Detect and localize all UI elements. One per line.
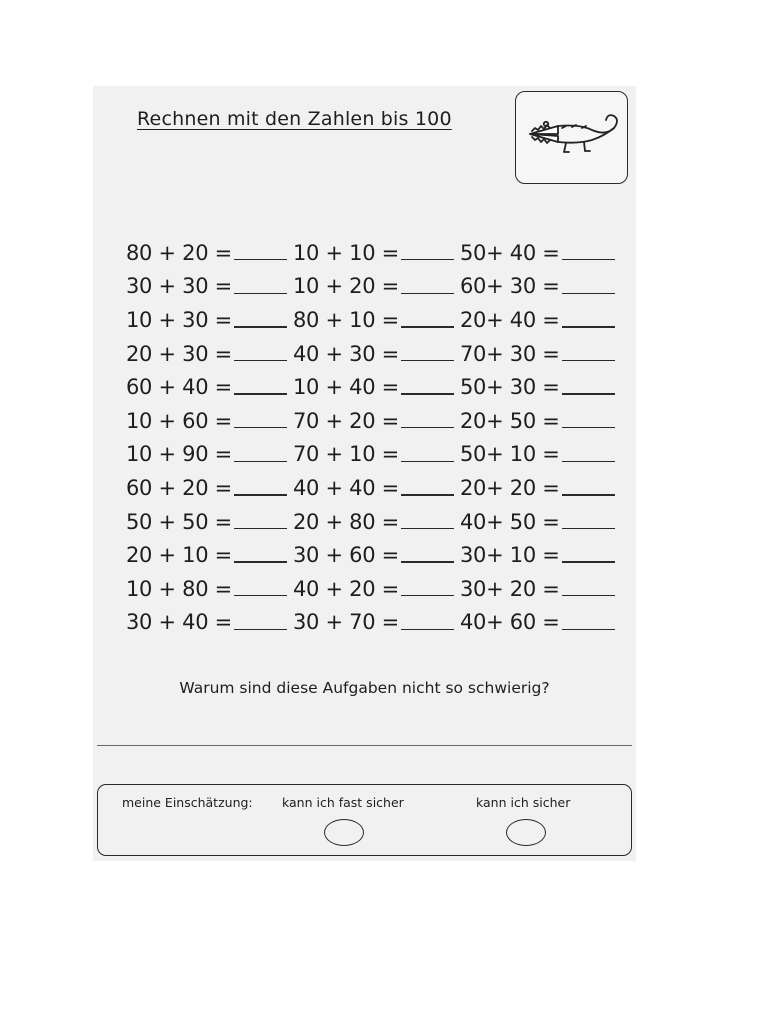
task-expression: 80 + 10 = xyxy=(293,307,399,332)
math-task xyxy=(293,572,460,606)
illustration-frame xyxy=(515,91,628,184)
math-task xyxy=(460,404,627,438)
task-expression: 20+ 40 = xyxy=(460,307,560,332)
answer-blank[interactable] xyxy=(562,326,615,327)
math-task xyxy=(126,370,293,404)
answer-blank[interactable] xyxy=(562,494,615,495)
task-expression: 10 + 90 = xyxy=(126,442,232,467)
answer-blank[interactable] xyxy=(401,561,454,562)
self-assessment-label: meine Einschätzung: xyxy=(122,795,253,810)
answer-blank[interactable] xyxy=(234,561,287,562)
math-task xyxy=(126,303,293,337)
answer-blank[interactable] xyxy=(401,259,454,260)
task-expression: 60+ 30 = xyxy=(460,274,560,299)
task-expression: 10 + 10 = xyxy=(293,240,399,265)
task-expression: 10 + 20 = xyxy=(293,274,399,299)
math-task xyxy=(126,236,293,270)
task-expression: 70+ 30 = xyxy=(460,341,560,366)
answer-blank[interactable] xyxy=(562,259,615,260)
answer-blank[interactable] xyxy=(401,494,454,495)
task-expression: 20 + 80 = xyxy=(293,509,399,534)
answer-blank[interactable] xyxy=(401,360,454,361)
task-expression: 30 + 60 = xyxy=(293,543,399,568)
math-task xyxy=(293,303,460,337)
answer-blank[interactable] xyxy=(234,293,287,294)
task-expression: 80 + 20 = xyxy=(126,240,232,265)
math-task xyxy=(293,438,460,472)
task-expression: 40+ 60 = xyxy=(460,610,560,635)
math-task xyxy=(460,337,627,371)
answer-blank[interactable] xyxy=(234,259,287,260)
math-task xyxy=(126,270,293,304)
math-task xyxy=(126,404,293,438)
task-expression: 40 + 20 = xyxy=(293,576,399,601)
answer-blank[interactable] xyxy=(562,293,615,294)
answer-blank[interactable] xyxy=(234,629,287,630)
task-expression: 70 + 10 = xyxy=(293,442,399,467)
answer-blank[interactable] xyxy=(234,326,287,327)
math-task xyxy=(126,337,293,371)
task-expression: 50+ 40 = xyxy=(460,240,560,265)
math-task xyxy=(293,606,460,640)
answer-blank[interactable] xyxy=(234,360,287,361)
task-expression: 10 + 40 = xyxy=(293,375,399,400)
math-task xyxy=(460,606,627,640)
math-task xyxy=(293,505,460,539)
task-expression: 50 + 50 = xyxy=(126,509,232,534)
math-task xyxy=(460,438,627,472)
rating-option-sure-label: kann ich sicher xyxy=(476,795,571,810)
task-expression: 30+ 10 = xyxy=(460,543,560,568)
answer-blank[interactable] xyxy=(234,595,287,596)
answer-blank[interactable] xyxy=(401,393,454,394)
math-task xyxy=(126,471,293,505)
self-assessment-box xyxy=(97,784,632,856)
task-expression: 10 + 30 = xyxy=(126,307,232,332)
task-expression: 20+ 50 = xyxy=(460,408,560,433)
math-task xyxy=(126,505,293,539)
answer-blank[interactable] xyxy=(562,595,615,596)
answer-blank[interactable] xyxy=(401,326,454,327)
answer-blank[interactable] xyxy=(401,427,454,428)
math-task xyxy=(293,404,460,438)
task-expression: 30 + 40 = xyxy=(126,610,232,635)
task-expression: 20 + 30 = xyxy=(126,341,232,366)
task-expression: 30 + 30 = xyxy=(126,274,232,299)
math-task xyxy=(460,270,627,304)
worksheet-page xyxy=(93,86,636,861)
answer-blank[interactable] xyxy=(562,461,615,462)
task-expression: 10 + 60 = xyxy=(126,408,232,433)
math-task xyxy=(126,538,293,572)
answer-line[interactable] xyxy=(97,745,632,746)
task-expression: 30 + 70 = xyxy=(293,610,399,635)
task-expression: 30+ 20 = xyxy=(460,576,560,601)
answer-blank[interactable] xyxy=(401,293,454,294)
crocodile-icon xyxy=(522,104,622,166)
answer-blank[interactable] xyxy=(401,595,454,596)
answer-blank[interactable] xyxy=(234,393,287,394)
rating-option-almost-sure-label: kann ich fast sicher xyxy=(282,795,404,810)
answer-blank[interactable] xyxy=(234,427,287,428)
answer-blank[interactable] xyxy=(234,528,287,529)
answer-blank[interactable] xyxy=(234,494,287,495)
answer-blank[interactable] xyxy=(234,461,287,462)
math-task xyxy=(293,471,460,505)
answer-blank[interactable] xyxy=(562,528,615,529)
task-expression: 10 + 80 = xyxy=(126,576,232,601)
task-expression: 50+ 30 = xyxy=(460,375,560,400)
worksheet-title: Rechnen mit den Zahlen bis 100 xyxy=(137,108,452,130)
answer-blank[interactable] xyxy=(562,427,615,428)
answer-blank[interactable] xyxy=(562,393,615,394)
task-expression: 20+ 20 = xyxy=(460,475,560,500)
math-task xyxy=(460,370,627,404)
answer-blank[interactable] xyxy=(562,629,615,630)
task-expression: 50+ 10 = xyxy=(460,442,560,467)
answer-blank[interactable] xyxy=(401,528,454,529)
answer-blank[interactable] xyxy=(401,461,454,462)
math-task xyxy=(460,471,627,505)
rating-option-almost-sure-circle[interactable] xyxy=(324,819,364,846)
math-task xyxy=(460,236,627,270)
task-expression: 20 + 10 = xyxy=(126,543,232,568)
reflection-question: Warum sind diese Aufgaben nicht so schwierig? xyxy=(179,679,550,697)
math-task xyxy=(293,538,460,572)
task-expression: 40 + 40 = xyxy=(293,475,399,500)
answer-blank[interactable] xyxy=(562,360,615,361)
task-expression: 70 + 20 = xyxy=(293,408,399,433)
task-expression: 60 + 20 = xyxy=(126,475,232,500)
math-task xyxy=(460,572,627,606)
task-expression: 40+ 50 = xyxy=(460,509,560,534)
math-task xyxy=(293,337,460,371)
math-task xyxy=(126,606,293,640)
answer-blank[interactable] xyxy=(401,629,454,630)
answer-blank[interactable] xyxy=(562,561,615,562)
math-task xyxy=(126,438,293,472)
math-task xyxy=(460,303,627,337)
math-task xyxy=(126,572,293,606)
math-task xyxy=(293,236,460,270)
math-task xyxy=(460,538,627,572)
task-expression: 40 + 30 = xyxy=(293,341,399,366)
task-expression: 60 + 40 = xyxy=(126,375,232,400)
rating-option-sure-circle[interactable] xyxy=(506,819,546,846)
task-grid xyxy=(126,236,627,639)
math-task xyxy=(293,270,460,304)
math-task xyxy=(460,505,627,539)
math-task xyxy=(293,370,460,404)
